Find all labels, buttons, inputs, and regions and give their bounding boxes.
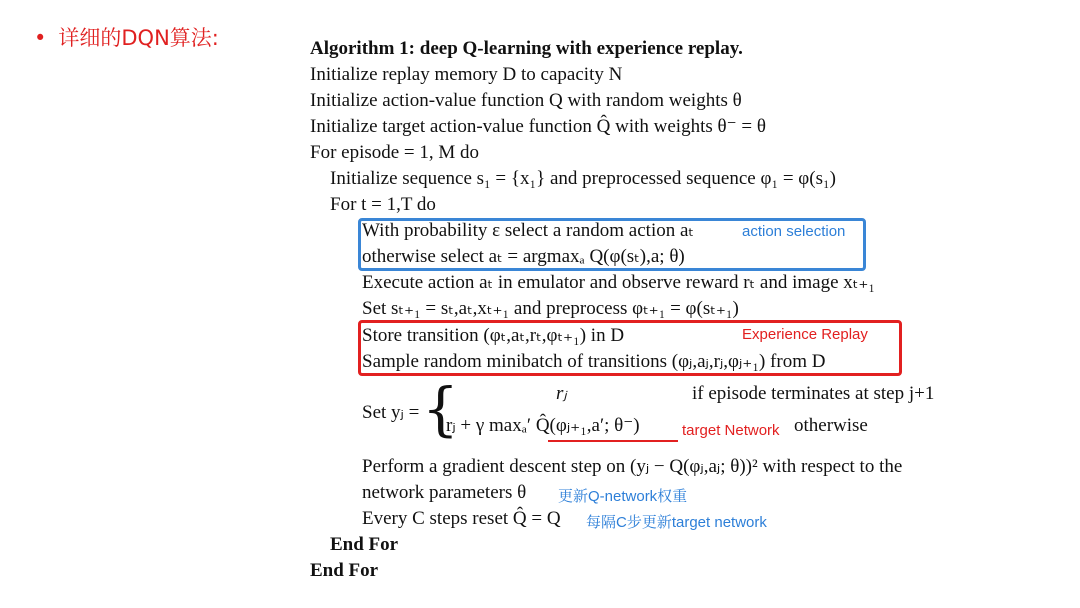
case-2-condition: otherwise: [794, 415, 868, 436]
algo-line-17: End For: [330, 534, 399, 555]
case-1-condition: if episode terminates at step j+1: [692, 383, 935, 404]
algo-line-7: With probability ε select a random action aₜ: [362, 220, 695, 241]
update-q-label: 更新Q-network权重: [558, 488, 688, 505]
target-underline: [548, 440, 678, 442]
algo-line-13: Set yⱼ =: [362, 402, 420, 423]
algo-line-2: Initialize action-value function Q with random weights θ: [310, 90, 742, 111]
algo-line-18: End For: [310, 560, 379, 581]
action-selection-label: action selection: [742, 223, 846, 240]
algo-line-10: Set sₜ₊₁ = sₜ,aₜ,xₜ₊₁ and preprocess φₜ₊₁ = φ(sₜ₊₁): [362, 298, 739, 319]
slide-heading: [34, 22, 219, 52]
case-1-value: rⱼ: [556, 383, 567, 404]
algo-line-14: Perform a gradient descent step on (yⱼ − Q(φⱼ,aⱼ; θ))² with respect to the: [362, 456, 903, 477]
algo-line-8: otherwise select aₜ = argmaxₐ Q(φ(sₜ),a; θ): [362, 246, 685, 267]
every-c-label: 每隔C步更新target network: [586, 514, 767, 531]
algo-line-4: For episode = 1, M do: [310, 142, 480, 163]
bullet-icon: •: [34, 26, 47, 50]
brace-icon: {: [422, 375, 459, 443]
case-2-value: rⱼ + γ maxₐ′ Q̂(φⱼ₊₁,a′; θ⁻): [446, 415, 640, 436]
algo-line-15: network parameters θ: [362, 482, 527, 503]
algo-line-6: For t = 1,T do: [330, 194, 436, 215]
algo-line-16: Every C steps reset Q̂ = Q: [362, 508, 561, 529]
algo-line-11: Store transition (φₜ,aₜ,rₜ,φₜ₊₁) in D: [362, 325, 625, 346]
algorithm-title: Algorithm 1: deep Q-learning with experience replay.: [310, 38, 743, 59]
algo-line-1: Initialize replay memory D to capacity N: [310, 64, 623, 85]
algo-line-12: Sample random minibatch of transitions (φⱼ,aⱼ,rⱼ,φⱼ₊₁) from D: [362, 351, 826, 372]
algo-line-3: Initialize target action-value function Q̂ with weights θ⁻ = θ: [310, 116, 766, 137]
experience-replay-label: Experience Replay: [742, 326, 868, 343]
algo-line-9: Execute action aₜ in emulator and observe reward rₜ and image xₜ₊₁: [362, 272, 876, 293]
algo-line-5: Initialize sequence s₁ = {x₁} and preprocessed sequence φ₁ = φ(s₁): [330, 168, 836, 189]
target-network-label: target Network: [682, 422, 780, 439]
heading-text: 详细的DQN算法:: [58, 26, 219, 50]
